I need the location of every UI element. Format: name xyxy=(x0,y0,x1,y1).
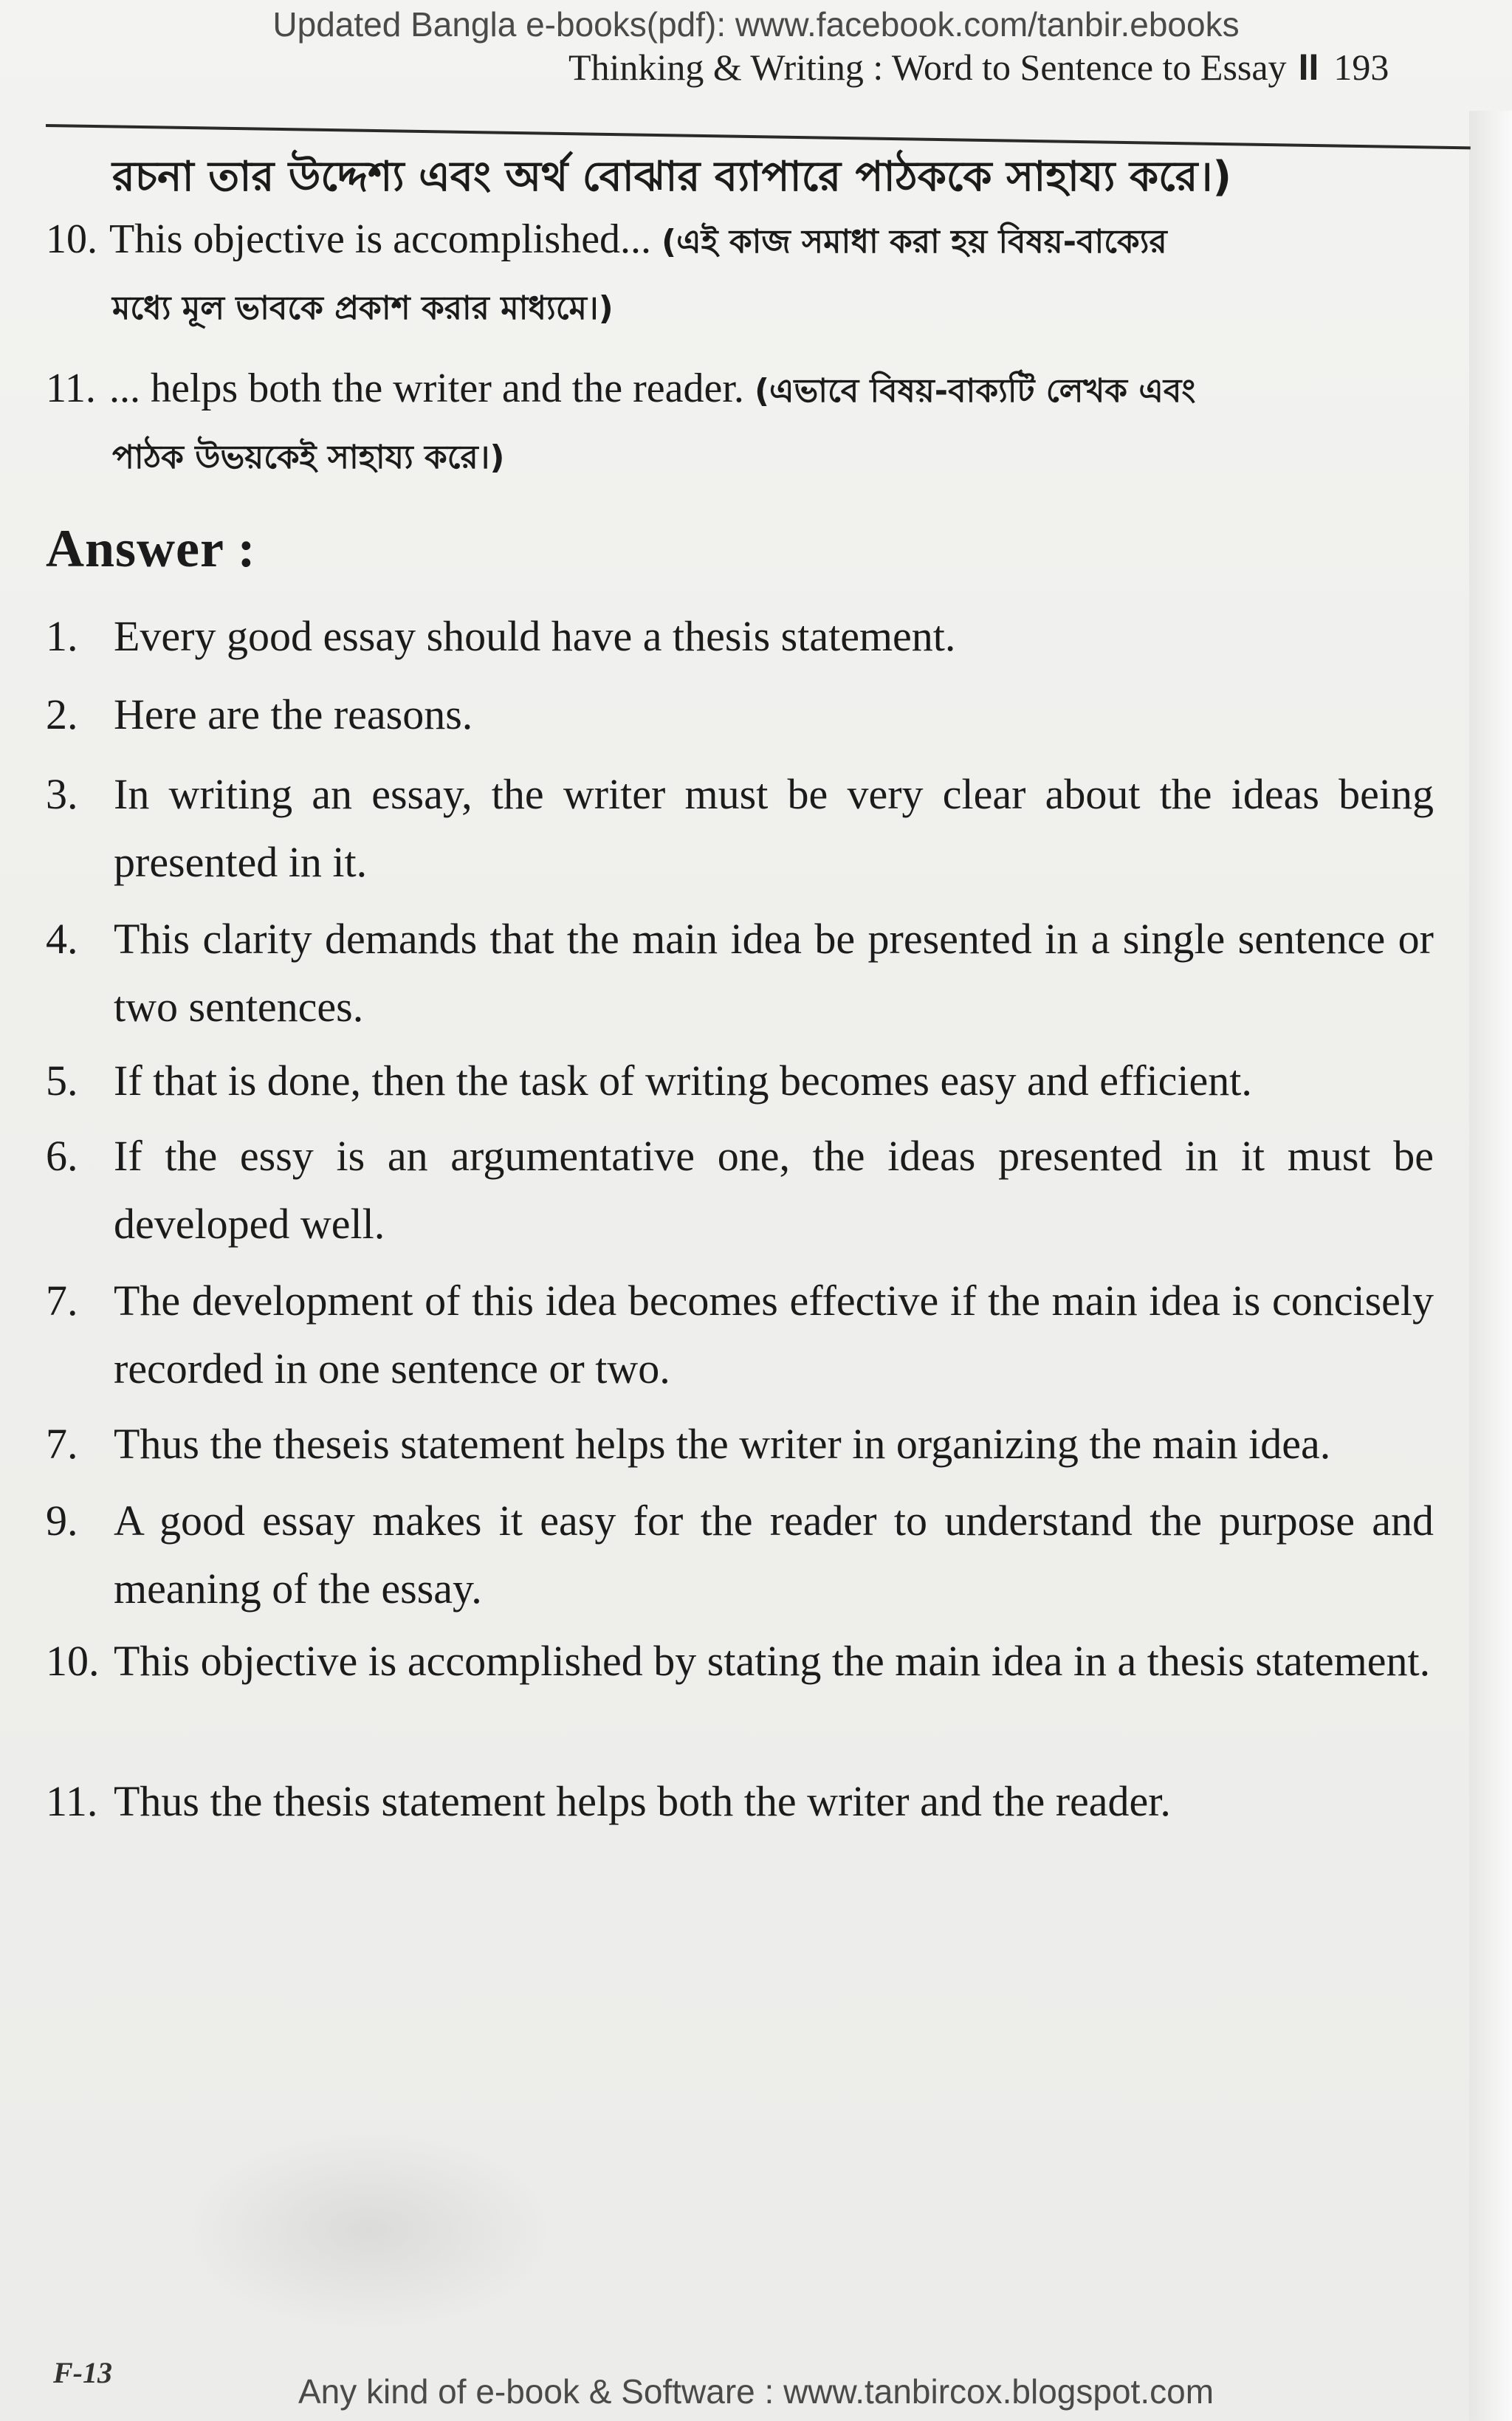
answer-item xyxy=(46,1768,1434,1836)
answer-text: Thus the theseis statement helps the writer in organizing the main idea. xyxy=(114,1420,1331,1468)
question-translation: (এই কাজ সমাধা করা হয় বিষয়-বাক্যের xyxy=(662,223,1167,261)
answer-number: 6. xyxy=(46,1132,78,1180)
answer-item xyxy=(46,1267,1434,1403)
question-number: 10. xyxy=(46,216,97,262)
answer-text: If the essy is an argumentative one, the ideas presented in it must be developed well. xyxy=(114,1132,1434,1248)
answer-text: A good essay makes it easy for the reader to understand the purpose and meaning of the essay. xyxy=(114,1497,1434,1613)
signature-mark: F-13 xyxy=(53,2356,112,2389)
answer-number: 1. xyxy=(46,612,78,660)
answer-item xyxy=(46,905,1434,1041)
previous-item-continuation: রচনা তার উদ্দেশ্য এবং অর্থ বোঝার ব্যাপারে পাঠককে সাহায্য করে।) xyxy=(112,153,1232,201)
answer-item xyxy=(46,1627,1434,1695)
answer-number: 11. xyxy=(46,1777,98,1825)
bottom-banner: Any kind of e-book & Software : www.tanbircox.blogspot.com xyxy=(298,2372,1214,2411)
answer-number: 2. xyxy=(46,690,78,738)
question-number: 11. xyxy=(46,365,96,411)
question-text-en: ... helps both the writer and the reader. xyxy=(109,365,744,411)
answer-text: This clarity demands that the main idea be presented in a single sentence or two sentences. xyxy=(114,915,1434,1031)
answer-item xyxy=(46,1122,1434,1258)
answer-item xyxy=(46,760,1434,896)
answer-text: The development of this idea becomes effective if the main idea is concisely recorded in one sentence or two. xyxy=(114,1277,1434,1392)
question-text-en: This objective is accomplished... xyxy=(109,216,652,262)
answer-number: 7. xyxy=(46,1277,78,1325)
answer-text: Here are the reasons. xyxy=(114,690,473,738)
answer-text: If that is done, then the task of writing becomes easy and efficient. xyxy=(114,1057,1252,1105)
header-separator: II xyxy=(1298,47,1319,88)
answer-heading: Answer : xyxy=(46,519,256,578)
page-edge xyxy=(1469,111,1512,2421)
answer-item xyxy=(46,1410,1434,1478)
page-number: 193 xyxy=(1333,47,1389,88)
top-banner: Updated Bangla e-books(pdf): www.facebook.com/tanbir.ebooks xyxy=(272,5,1240,44)
answer-item xyxy=(46,602,1434,670)
page-smudge xyxy=(177,2126,561,2333)
question-translation-continued: মধ্যে মূল ভাবকে প্রকাশ করার মাধ্যমে।) xyxy=(112,289,614,327)
running-header xyxy=(568,46,1469,89)
answer-item xyxy=(46,681,1434,749)
answer-text: In writing an essay, the writer must be very clear about the ideas being presented in it. xyxy=(114,770,1434,886)
answer-number: 5. xyxy=(46,1057,78,1105)
answer-number: 7. xyxy=(46,1420,78,1468)
question-item-10 xyxy=(46,216,1167,271)
question-item-11 xyxy=(46,365,1195,420)
question-translation-continued: পাঠক উভয়কেই সাহায্য করে।) xyxy=(112,439,505,476)
answer-text: Thus the thesis statement helps both the writer and the reader. xyxy=(114,1777,1171,1825)
answer-number: 10. xyxy=(46,1637,100,1685)
answer-text: Every good essay should have a thesis statement. xyxy=(114,612,956,660)
answer-number: 3. xyxy=(46,770,78,818)
answer-number: 4. xyxy=(46,915,78,963)
book-title: Thinking & Writing : Word to Sentence to Essay xyxy=(568,47,1287,88)
answer-item xyxy=(46,1047,1434,1115)
answer-number: 9. xyxy=(46,1497,78,1545)
answer-text: This objective is accomplished by stating the main idea in a thesis statement. xyxy=(114,1637,1431,1685)
question-translation: (এভাবে বিষয়-বাক্যটি লেখক এবং xyxy=(754,372,1196,410)
answer-item xyxy=(46,1487,1434,1623)
